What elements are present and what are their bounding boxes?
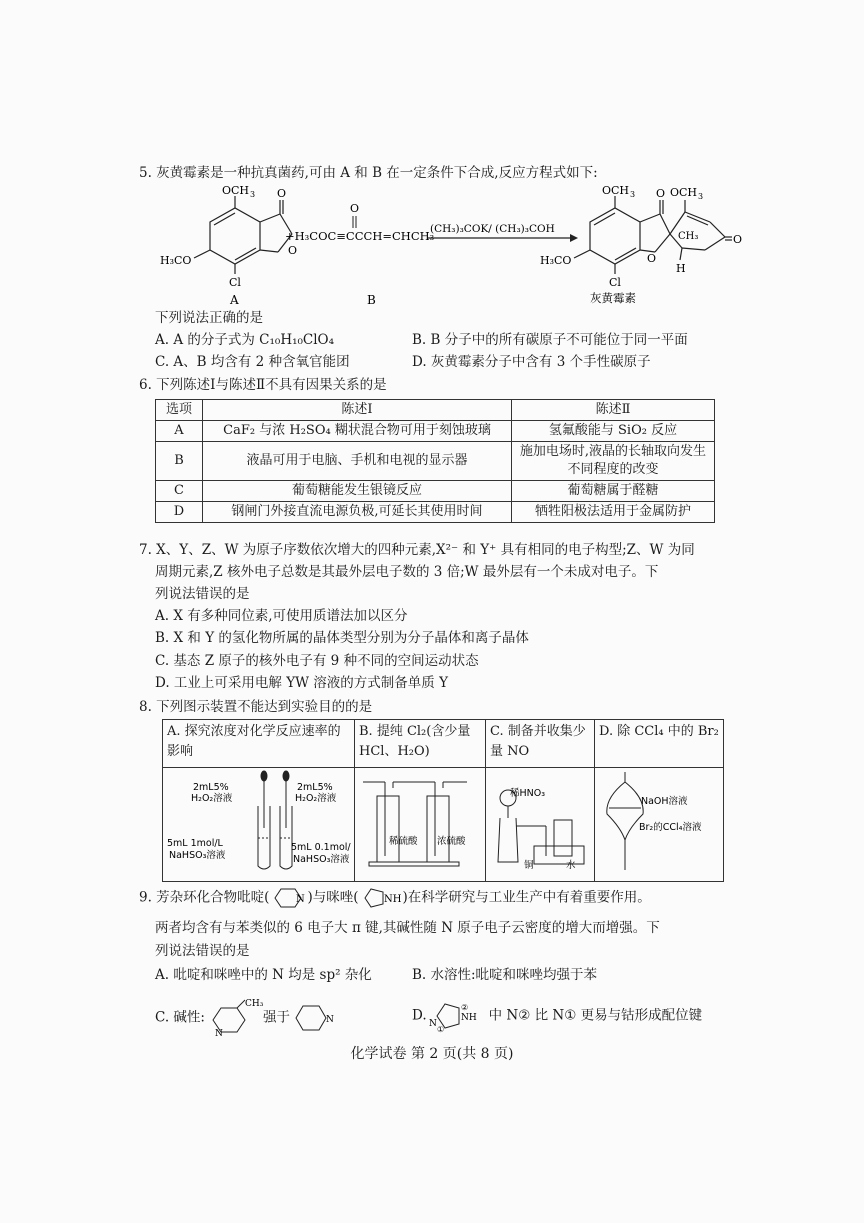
a-och3: OCH bbox=[222, 184, 250, 197]
q6-row-c-s2: 葡萄糖属于醛糖 bbox=[512, 481, 715, 502]
product-label: 灰黄霉素 bbox=[590, 291, 636, 305]
svg-text:水: 水 bbox=[566, 860, 576, 871]
q6-row-b-opt: B bbox=[156, 442, 203, 481]
conditions: (CH₃)₃COK/ (CH₃)₃COH bbox=[430, 223, 555, 235]
q7-option-d: D. 工业上可采用电解 YW 溶液的方式制备单质 Y bbox=[155, 675, 448, 691]
svg-text:①: ① bbox=[436, 1025, 444, 1034]
q6-row-b-s1: 液晶可用于电脑、手机和电视的显示器 bbox=[203, 442, 512, 481]
table-row bbox=[156, 502, 715, 523]
q5-option-a: A. A 的分子式为 C₁₀H₁₀ClO₄ bbox=[155, 332, 335, 348]
svg-text:浓硫酸: 浓硫酸 bbox=[437, 836, 466, 847]
q6-table bbox=[155, 399, 715, 523]
p-o-ketone: O bbox=[733, 233, 743, 246]
table-row bbox=[156, 442, 715, 481]
q6-row-a-opt: A bbox=[156, 421, 203, 442]
pyridine-structure-c bbox=[290, 1000, 336, 1036]
q5-reaction-scheme bbox=[150, 182, 750, 312]
q8-a-figure bbox=[163, 768, 355, 882]
methylpyridine-structure bbox=[205, 998, 263, 1038]
a-o-ring: O bbox=[288, 244, 298, 257]
imidazole-labeled-structure bbox=[427, 998, 489, 1034]
imidazole-structure bbox=[359, 886, 403, 910]
svg-text:NH: NH bbox=[383, 894, 401, 905]
q6-row-d-s2: 牺牲阳极法适用于金属防护 bbox=[512, 502, 715, 523]
svg-text:NaOH溶液: NaOH溶液 bbox=[641, 796, 688, 807]
q7-option-a: A. X 有多种同位素,可使用质谱法加以区分 bbox=[155, 608, 408, 624]
svg-text:N: N bbox=[325, 1015, 334, 1025]
q7-option-c: C. 基态 Z 原子的核外电子有 9 种不同的空间运动状态 bbox=[155, 653, 479, 669]
p-och3: OCH bbox=[602, 184, 630, 197]
a-cl: Cl bbox=[229, 276, 241, 289]
svg-text:3: 3 bbox=[698, 192, 704, 201]
svg-text:N: N bbox=[214, 1029, 223, 1038]
table-row bbox=[156, 481, 715, 502]
svg-text:铜: 铜 bbox=[524, 860, 534, 871]
a-label: A bbox=[230, 293, 239, 307]
svg-text:2mL5%: 2mL5% bbox=[193, 782, 229, 793]
q7-option-b: B. X 和 Y 的氢化物所属的晶体类型分别为分子晶体和离子晶体 bbox=[155, 630, 529, 646]
table-row bbox=[156, 421, 715, 442]
svg-text:H₂O₂溶液: H₂O₂溶液 bbox=[295, 793, 337, 804]
q6-row-a-s1: CaF₂ 与浓 H₂SO₄ 糊状混合物可用于刻蚀玻璃 bbox=[203, 421, 512, 442]
q5-stem: 5. 灰黄霉素是一种抗真菌药,可由 A 和 B 在一定条件下合成,反应方程式如下: bbox=[139, 165, 598, 181]
q6-header-option: 选项 bbox=[156, 400, 203, 421]
p-cl: Cl bbox=[609, 276, 621, 289]
q5-option-d: D. 灰黄霉素分子中含有 3 个手性碳原子 bbox=[412, 354, 651, 370]
a-h3co: H₃CO bbox=[160, 254, 192, 267]
q8-b-title: B. 提纯 Cl₂(含少量 HCl、H₂O) bbox=[355, 720, 486, 768]
q8-table bbox=[162, 719, 724, 882]
svg-text:3: 3 bbox=[630, 190, 636, 199]
q6-row-a-s2: 氢氟酸能与 SiO₂ 反应 bbox=[512, 421, 715, 442]
q8-stem: 8. 下列图示装置不能达到实验目的的是 bbox=[139, 699, 373, 715]
svg-text:稀HNO₃: 稀HNO₃ bbox=[510, 788, 546, 799]
q8-a-title: A. 探究浓度对化学反应速率的影响 bbox=[163, 720, 355, 768]
q8-d-figure bbox=[595, 768, 724, 882]
q9-option-b: B. 水溶性:吡啶和咪唑均强于苯 bbox=[412, 967, 598, 983]
p-o-ring: O bbox=[647, 252, 657, 265]
p-h3co: H₃CO bbox=[540, 254, 572, 267]
q9-option-d: D. N ① NH ② 中 N② 比 N① 更易与钴形成配位键 bbox=[412, 998, 702, 1034]
svg-text:3: 3 bbox=[250, 190, 256, 199]
q6-row-c-opt: C bbox=[156, 481, 203, 502]
svg-text:H₂O₂溶液: H₂O₂溶液 bbox=[191, 793, 233, 804]
svg-text:5mL 0.1mol/L: 5mL 0.1mol/L bbox=[291, 842, 351, 853]
q8-d-title: D. 除 CCl₄ 中的 Br₂ bbox=[595, 720, 724, 768]
q9-option-a: A. 吡啶和咪唑中的 N 均是 sp² 杂化 bbox=[155, 967, 372, 983]
q6-row-c-s1: 葡萄糖能发生银镜反应 bbox=[203, 481, 512, 502]
page-footer: 化学试卷 第 2 页(共 8 页) bbox=[350, 1046, 514, 1062]
q8-c-title: C. 制备并收集少量 NO bbox=[486, 720, 595, 768]
q5-option-b: B. B 分子中的所有碳原子不可能位于同一平面 bbox=[412, 332, 688, 348]
p-och3-2: OCH bbox=[670, 186, 698, 199]
q6-header-s1: 陈述Ⅰ bbox=[203, 400, 512, 421]
molecule-a bbox=[194, 196, 292, 274]
q5-option-c: C. A、B 均含有 2 种含氧官能团 bbox=[155, 354, 350, 370]
svg-text:5mL 1mol/L: 5mL 1mol/L bbox=[167, 838, 223, 849]
b-label: B bbox=[367, 293, 376, 307]
q9-stem-3: 列说法错误的是 bbox=[155, 943, 250, 959]
svg-text:NaHSO₃溶液: NaHSO₃溶液 bbox=[293, 854, 350, 865]
q9-option-c: C. 碱性: CH₃ N 强于 N bbox=[155, 998, 336, 1038]
q6-row-d-s1: 钢闸门外接直流电源负极,可延长其使用时间 bbox=[203, 502, 512, 523]
q6-row-b-s2: 施加电场时,液晶的长轴取向发生不同程度的改变 bbox=[512, 442, 715, 481]
svg-text:N: N bbox=[428, 1019, 437, 1029]
pyridine-structure bbox=[269, 887, 307, 909]
q8-b-figure bbox=[355, 768, 486, 882]
svg-text:CH₃: CH₃ bbox=[244, 999, 263, 1009]
svg-text:Br₂的CCl₄溶液: Br₂的CCl₄溶液 bbox=[639, 822, 702, 833]
a-o-top: O bbox=[277, 187, 287, 200]
svg-text:②: ② bbox=[460, 1003, 468, 1012]
q6-row-d-opt: D bbox=[156, 502, 203, 523]
svg-text:稀硫酸: 稀硫酸 bbox=[389, 836, 418, 847]
svg-text:N: N bbox=[296, 894, 306, 905]
b-o: O bbox=[350, 202, 360, 215]
p-h: H bbox=[676, 262, 686, 275]
q8-c-figure bbox=[486, 768, 595, 882]
p-o-top: O bbox=[656, 187, 666, 200]
q9-stem-1: 9. 芳杂环化合物吡啶( N )与咪唑( NH )在科学研究与工业生产中有着重要作用。 bbox=[139, 886, 651, 910]
q5-prompt: 下列说法正确的是 bbox=[155, 310, 263, 326]
q6-stem: 6. 下列陈述Ⅰ与陈述Ⅱ不具有因果关系的是 bbox=[139, 377, 387, 393]
svg-text:2mL5%: 2mL5% bbox=[297, 782, 333, 793]
svg-text:NH: NH bbox=[460, 1013, 477, 1023]
q7-stem-1: 7. X、Y、Z、W 为原子序数依次增大的四种元素,X²⁻ 和 Y⁺ 具有相同的电子构型;Z、W 为同 bbox=[139, 542, 695, 558]
q9-stem-2: 两者均含有与苯类似的 6 电子大 π 键,其碱性随 N 原子电子云密度的增大而增强。下 bbox=[155, 920, 660, 936]
p-ch3: CH₃ bbox=[678, 231, 699, 242]
svg-text:NaHSO₃溶液: NaHSO₃溶液 bbox=[169, 850, 226, 861]
q7-stem-3: 列说法错误的是 bbox=[155, 586, 250, 602]
q7-stem-2: 周期元素,Z 核外电子总数是其最外层电子数的 3 倍;W 最外层有一个未成对电子。下 bbox=[155, 564, 659, 580]
q6-header-s2: 陈述Ⅱ bbox=[512, 400, 715, 421]
b-formula: +H₃COC≡CCCH=CHCH₃ bbox=[285, 229, 435, 243]
